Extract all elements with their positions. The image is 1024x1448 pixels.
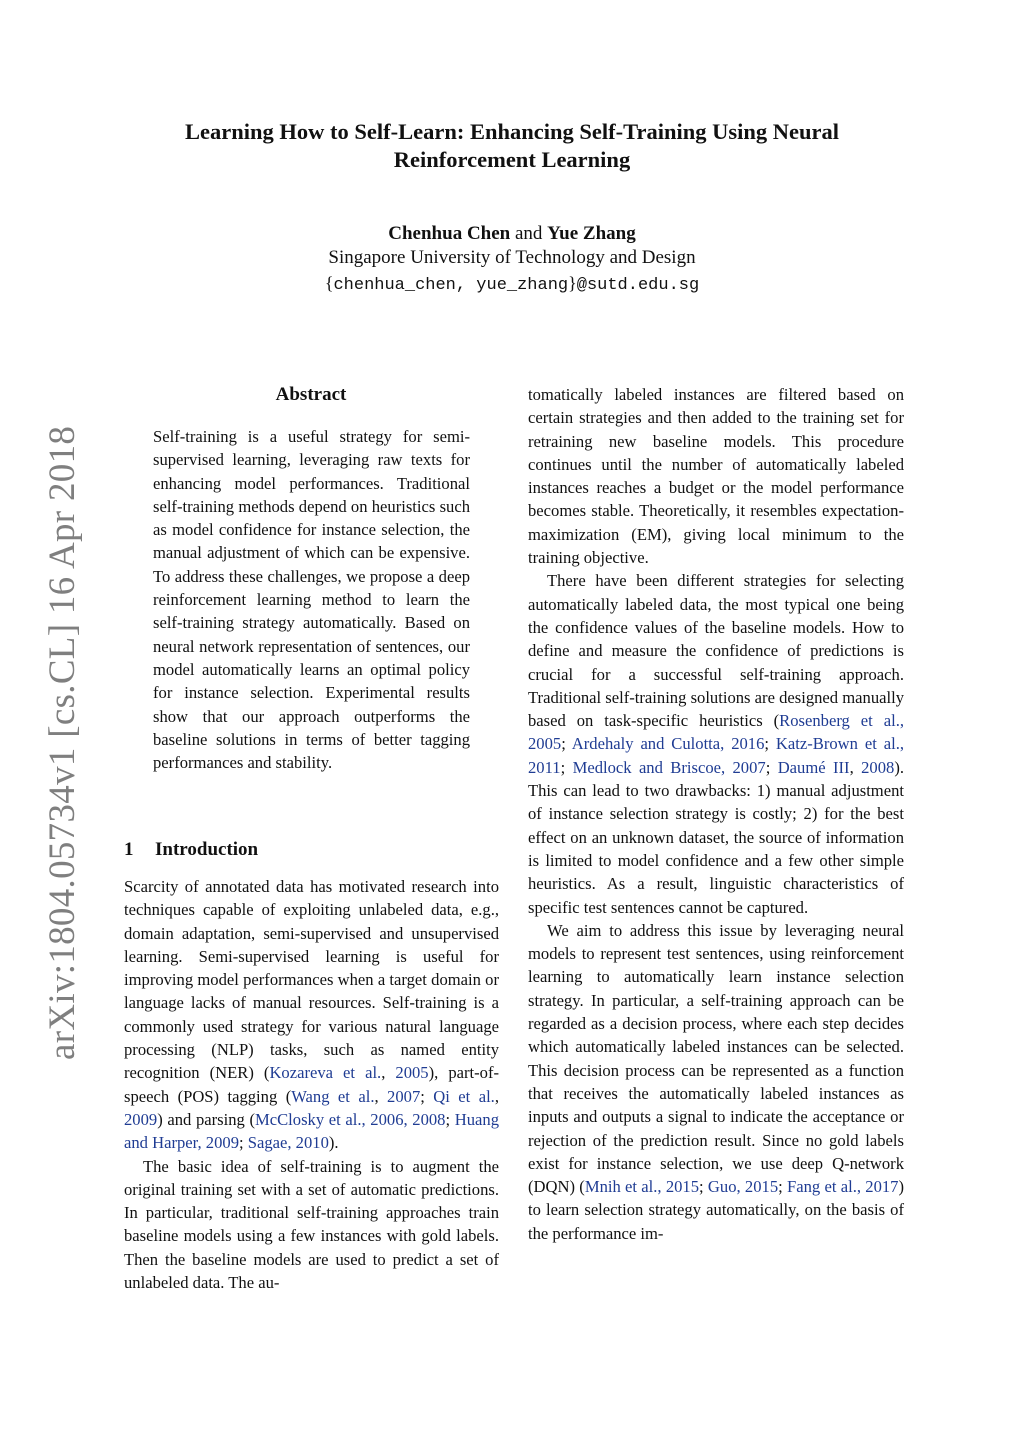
abstract-heading: Abstract (275, 384, 347, 405)
body-text: ; (699, 1177, 708, 1197)
citation-link[interactable]: Daumé III (777, 757, 850, 777)
body-text: , (494, 1086, 499, 1106)
abstract-text: Self-training is a useful strategy for semi-supervised learning, leveraging raw texts for enhancing model performances. Traditional self-training methods depend on heuristics such as model confidence for instance selection, the manual adjustment of which can be expensive. To address these challenges, we propose a deep reinforcement learning method to learn the self-training strategy automatically. Based on neural network representation of sentences, our model automatically learns an optimal policy for instance selection. Experimental results show that our approach outperforms the baseline solutions in terms of better tagging performances and stability. (153, 427, 470, 773)
right-column (528, 383, 904, 1245)
arxiv-stamp: arXiv:1804.05734v1 [cs.CL] 16 Apr 2018 (42, 425, 83, 1060)
citation-link[interactable]: 2008 (861, 757, 895, 777)
section-title: Introduction (155, 839, 259, 860)
body-text: ). (328, 1133, 339, 1153)
body-text: ; (560, 757, 573, 777)
affiliation: Singapore University of Technology and Design (328, 247, 696, 268)
body-text: ; (445, 1109, 455, 1129)
citation-link[interactable]: Mnih et al., 2015 (584, 1177, 700, 1197)
section-heading (124, 838, 504, 862)
section-number: 1 (124, 839, 134, 860)
citation-link[interactable]: Kozareva et al. (269, 1063, 382, 1083)
citation-link[interactable]: McClosky et al., 2006, 2008 (254, 1109, 446, 1129)
body-text: ) and parsing ( (157, 1109, 255, 1129)
paragraph (528, 569, 904, 918)
body-text: , (374, 1086, 388, 1106)
citation-link[interactable]: Qi et al. (433, 1086, 495, 1106)
email-brace-close: } (568, 273, 577, 293)
body-text: There have been different strategies for selecting automatically labeled data, the most typical one being the confidence values of the baseline models. How to define and measure the confidence of predictions is crucial for a successful self-training approach. Traditional self-training solutions are designed manually based on task-specific heuristics ( (528, 571, 904, 731)
citation-link[interactable]: Medlock and Briscoe, 2007 (572, 757, 766, 777)
author-name: Yue Zhang (547, 223, 636, 244)
body-text: We aim to address this issue by leveraging neural models to represent test sentences, using reinforcement learning to automatically learn instance selection strategy. In particular, a self-training approach can be regarded as a decision process, where each step decides which automatically labeled instances can be selected. This decision process can be represented as a function that receives the automatically labeled instances as inputs and outputs a signal to indicate the acceptance or rejection of the prediction result. Since no gold labels exist for instance selection, we use deep Q-network (DQN) ( (528, 920, 904, 1197)
citation-link[interactable]: Fang et al., 2017 (787, 1177, 899, 1197)
email-domain: @sutd.edu.sg (576, 276, 700, 295)
body-text: ). This can lead to two drawbacks: 1) manual adjustment of instance selection strategy is costly; 2) for the best effect on an unknown dataset, the source of information is limited to model confidence and a few other simple heuristics. As a result, linguistic characteristics of specific test sentences cannot be captured. (528, 757, 904, 917)
body-text: ; (561, 734, 572, 754)
paragraph (124, 875, 499, 1155)
body-text: ) to learn selection strategy automatically, on the basis of the performance im- (528, 1177, 904, 1243)
citation-link[interactable]: 2009 (124, 1109, 158, 1129)
citation-link[interactable]: 2007 (387, 1086, 421, 1106)
email-line (120, 271, 904, 298)
left-column (124, 875, 499, 1294)
email-names: chenhua_chen, yue_zhang (333, 276, 569, 295)
email-brace-open: { (324, 273, 334, 293)
citation-link[interactable]: Sagae, 2010 (247, 1133, 329, 1153)
body-text: ; (239, 1133, 248, 1153)
author-name: Chenhua Chen (388, 223, 511, 244)
body-text: , (381, 1063, 396, 1083)
body-text: Scarcity of annotated data has motivated research into techniques capable of exploiting unlabeled data, e.g., domain adaptation, semi-supervised and unsupervised learning. Semi-supervised learning is useful for improving model performances when a target domain or language lacks of manual resources. Self-training is a commonly used strategy for various natural language processing (NLP) tasks, such as named entity recognition (NER) ( (124, 877, 499, 1083)
author-line (120, 222, 904, 246)
citation-link[interactable]: Katz-Brown et al., 2011 (528, 734, 904, 777)
citation-link[interactable]: Ardehaly and Culotta, 2016 (571, 734, 765, 754)
paragraph (528, 919, 904, 1245)
body-text: ), part-of-speech (POS) tagging ( (124, 1063, 499, 1106)
citation-link[interactable]: Guo, 2015 (707, 1177, 779, 1197)
body-text: ; (764, 734, 776, 754)
citation-link[interactable]: Rosenberg et al., 2005 (528, 711, 904, 754)
author-connector: and (514, 223, 543, 244)
citation-link[interactable]: Wang et al. (291, 1086, 375, 1106)
body-text: ; (778, 1177, 788, 1197)
paragraph: The basic idea of self-training is to augment the original training set with a set of automatic predictions. In particular, traditional self-training approaches train baseline models using a few instances with gold labels. Then the baseline models are used to predict a set of unlabeled data. The au- (124, 1156, 499, 1293)
body-text: ; (420, 1086, 434, 1106)
paper-title: Learning How to Self-Learn: Enhancing Self-Training Using Neural Reinforcement Learning (185, 119, 839, 172)
paragraph: tomatically labeled instances are filtered based on certain strategies and then added to the training set for retraining new baseline models. This procedure continues until the number of automatically labeled instances reaches a budget or the model performance becomes stable. Theoretically, it resembles expectation-maximization (EM), giving local minimum to the training objective. (528, 385, 904, 568)
body-text: , (849, 757, 862, 777)
citation-link[interactable]: Huang and Harper, 2009 (124, 1109, 499, 1153)
citation-link[interactable]: 2005 (395, 1063, 429, 1083)
body-text: ; (765, 757, 778, 777)
